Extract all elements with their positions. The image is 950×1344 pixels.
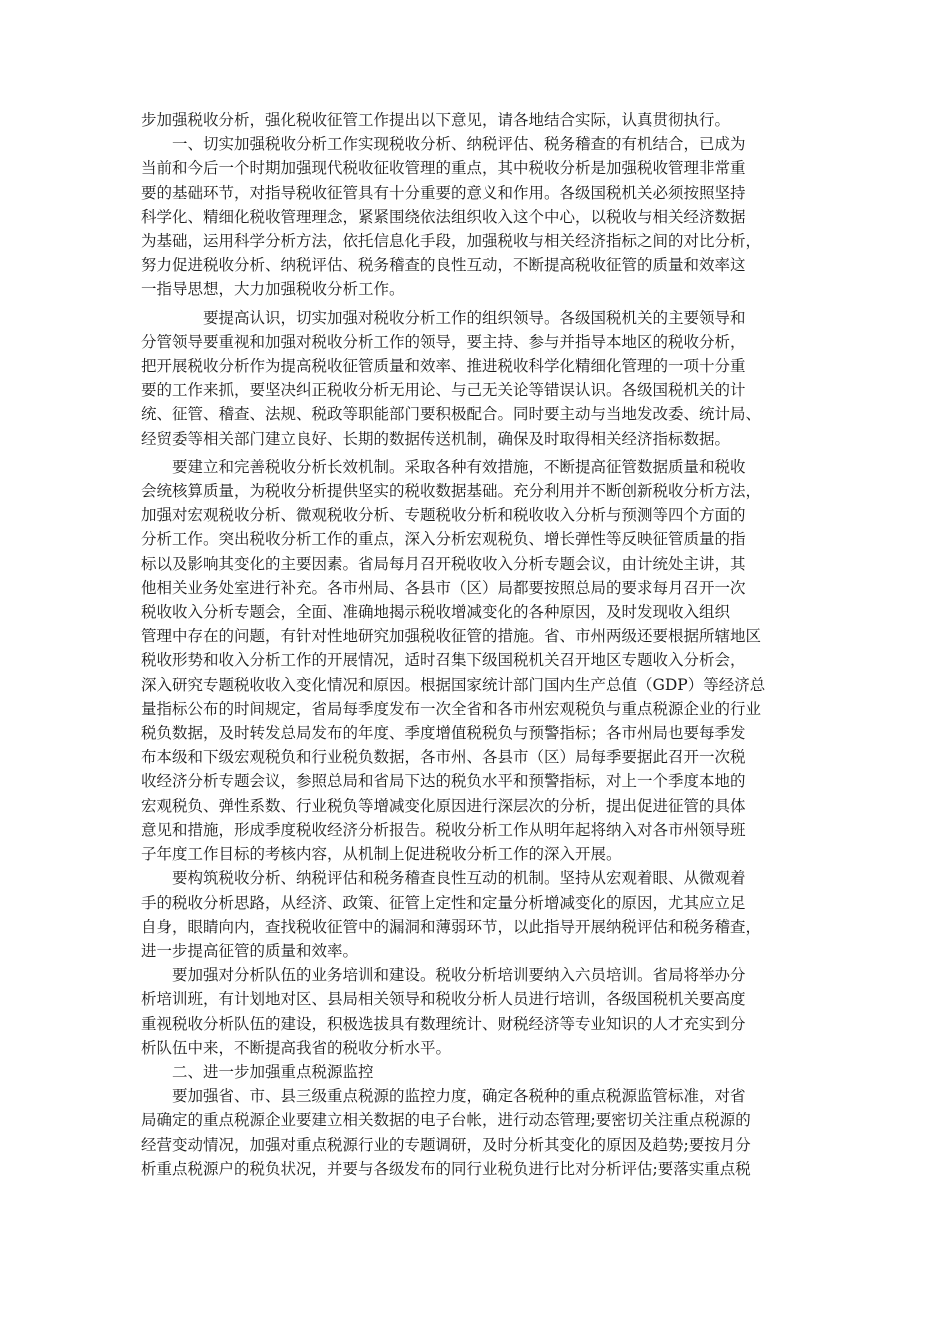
text-line: 要建立和完善税收分析长效机制。采取各种有效措施，不断提高征管数据质量和税收 bbox=[141, 457, 746, 476]
text-line: 为基础，运用科学分析方法，依托信息化手段，加强税收与相关经济指标之间的对比分析， bbox=[141, 232, 762, 251]
text-line: 经营变动情况，加强对重点税源行业的专题调研，及时分析其变化的原因及趋势;要按月分 bbox=[141, 1135, 751, 1154]
text-line: 会统核算质量，为税收分析提供坚实的税收数据基础。充分利用并不断创新税收分析方法， bbox=[141, 482, 762, 501]
text-line: 税收收入分析专题会，全面、准确地揭示税收增减变化的各种原因，及时发现收入组织 bbox=[141, 603, 731, 622]
text-line: 把开展税收分析作为提高税收征管质量和效率、推进税收科学化精细化管理的一项十分重 bbox=[141, 357, 746, 376]
text-line: 努力促进税收分析、纳税评估、税务稽查的良性互动，不断提高税收征管的质量和效率这 bbox=[141, 256, 746, 275]
text-line: 手的税收分析思路，从经济、政策、征管上定性和定量分析增减变化的原因，尤其应立足 bbox=[141, 893, 746, 912]
text-line: 税负数据，及时转发总局发布的年度、季度增值税税负与预警指标；各市州局也要每季发 bbox=[141, 724, 746, 743]
text-line: 布本级和下级宏观税负和行业税负数据，各市州、各县市（区）局每季要据此召开一次税 bbox=[141, 748, 746, 767]
text-line: 分管领导要重视和加强对税收分析工作的领导，要主持、参与并指导本地区的税收分析， bbox=[141, 332, 746, 351]
text-line: 要的基础环节，对指导税收征管具有十分重要的意义和作用。各级国税机关必须按照坚持 bbox=[141, 183, 746, 202]
text-line: 要构筑税收分析、纳税评估和税务稽查良性互动的机制。坚持从宏观着眼、从微观着 bbox=[141, 869, 746, 888]
text-line: 科学化、精细化税收管理理念，紧紧围绕依法组织收入这个中心，以税收与相关经济数据 bbox=[141, 207, 746, 226]
text-line: 析重点税源户的税负状况，并要与各级发布的同行业税负进行比对分析评估;要落实重点税 bbox=[141, 1159, 751, 1178]
text-line: 进一步提高征管的质量和效率。 bbox=[141, 941, 359, 960]
text-line: 局确定的重点税源企业要建立相关数据的电子台帐，进行动态管理;要密切关注重点税源的 bbox=[141, 1111, 751, 1130]
document-body bbox=[141, 108, 821, 1181]
text-line: 标以及影响其变化的主要因素。省局每月召开税收收入分析专题会议，由计统处主讲，其 bbox=[141, 554, 746, 573]
text-line: 重视税收分析队伍的建设，积极选拔具有数理统计、财税经济等专业知识的人才充实到分 bbox=[141, 1014, 746, 1033]
text-line: 一、切实加强税收分析工作实现税收分析、纳税评估、税务稽查的有机结合，已成为 bbox=[141, 135, 746, 154]
text-line: 二、进一步加强重点税源监控 bbox=[141, 1062, 374, 1081]
text-line: 一指导思想，大力加强税收分析工作。 bbox=[141, 280, 405, 299]
text-line: 析队伍中来，不断提高我省的税收分析水平。 bbox=[141, 1038, 452, 1057]
text-line: 析培训班，有计划地对区、县局相关领导和税收分析人员进行培训，各级国税机关要高度 bbox=[141, 990, 746, 1009]
text-line: 经贸委等相关部门建立良好、长期的数据传送机制，确保及时取得相关经济指标数据。 bbox=[141, 429, 731, 448]
text-line: 要加强省、市、县三级重点税源的监控力度，确定各税种的重点税源监管标准，对省 bbox=[141, 1087, 746, 1106]
text-line: 深入研究专题税收收入变化情况和原因。根据国家统计部门国内生产总值（GDP）等经济总 bbox=[141, 675, 766, 694]
text-line: 要加强对分析队伍的业务培训和建设。税收分析培训要纳入六员培训。省局将举办分 bbox=[141, 966, 746, 985]
text-line: 意见和措施，形成季度税收经济分析报告。税收分析工作从明年起将纳入对各市州领导班 bbox=[141, 820, 746, 839]
text-line: 子年度工作目标的考核内容，从机制上促进税收分析工作的深入开展。 bbox=[141, 845, 622, 864]
text-line: 分析工作。突出税收分析工作的重点，深入分析宏观税负、增长弹性等反映征管质量的指 bbox=[141, 530, 746, 549]
text-line: 加强对宏观税收分析、微观税收分析、专题税收分析和税收收入分析与预测等四个方面的 bbox=[141, 506, 746, 525]
text-line: 要提高认识，切实加强对税收分析工作的组织领导。各级国税机关的主要领导和 bbox=[141, 308, 746, 327]
text-line: 他相关业务处室进行补充。各市州局、各县市（区）局都要按照总局的要求每月召开一次 bbox=[141, 578, 746, 597]
text-line: 统、征管、稽查、法规、税政等职能部门要积极配合。同时要主动与当地发改委、统计局、 bbox=[141, 405, 762, 424]
text-line: 当前和今后一个时期加强现代税收征收管理的重点，其中税收分析是加强税收管理非常重 bbox=[141, 159, 746, 178]
text-line: 步加强税收分析，强化税收征管工作提出以下意见，请各地结合实际，认真贯彻执行。 bbox=[141, 111, 731, 129]
text-line: 要的工作来抓，要坚决纠正税收分析无用论、与己无关论等错误认识。各级国税机关的计 bbox=[141, 381, 746, 400]
text-line: 税收形势和收入分析工作的开展情况，适时召集下级国税机关召开地区专题收入分析会， bbox=[141, 651, 746, 670]
text-line: 管理中存在的问题，有针对性地研究加强税收征管的措施。省、市州两级还要根据所辖地区 bbox=[141, 627, 762, 646]
text-line: 收经济分析专题会议，参照总局和省局下达的税负水平和预警指标，对上一个季度本地的 bbox=[141, 772, 746, 791]
text-line: 宏观税负、弹性系数、行业税负等增减变化原因进行深层次的分析，提出促进征管的具体 bbox=[141, 796, 746, 815]
text-line: 量指标公布的时间规定，省局每季度发布一次全省和各市州宏观税负与重点税源企业的行业 bbox=[141, 699, 762, 718]
text-line: 自身，眼睛向内，查找税收征管中的漏洞和薄弱环节，以此指导开展纳税评估和税务稽查， bbox=[141, 917, 762, 936]
